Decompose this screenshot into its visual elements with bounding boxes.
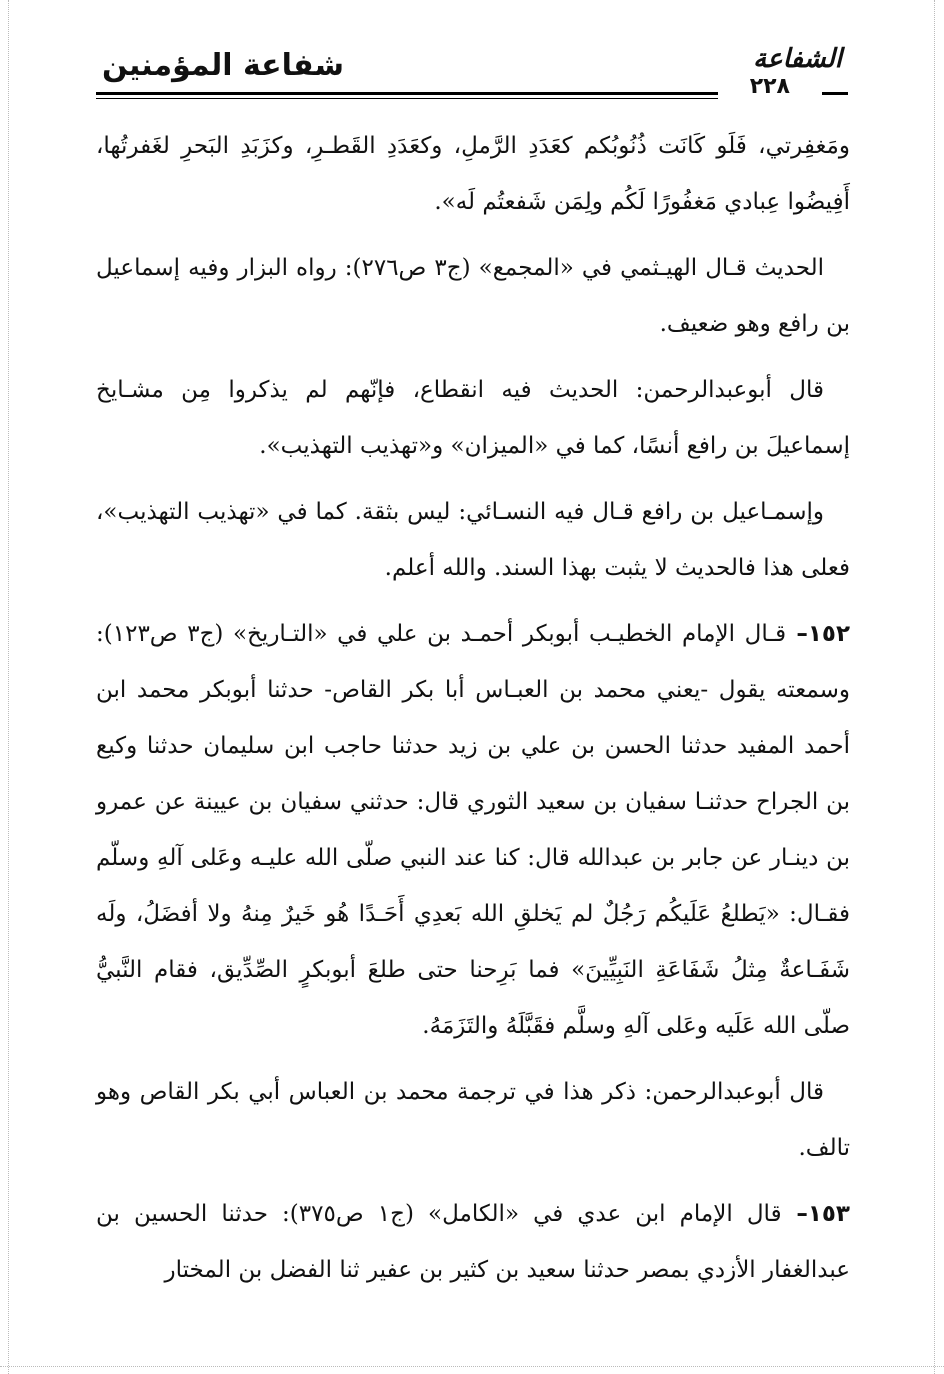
header-rule-thick <box>96 92 718 95</box>
paragraph <box>96 240 850 352</box>
header-rule-short <box>822 92 848 95</box>
page-edge-right <box>934 0 935 1374</box>
page-header <box>96 40 848 104</box>
paragraph-text: قـال الإمام الخطيـب أبوبكر أحمـد بن علي في «التـاريخ» (ج٣ ص١٢٣): وسمعته يقول -يعني محمد بن العبـاس أبا بكر القاص- حدثنا أبوبكر محمد ابن أحمد المفيد حدثنا الحسن بن علي بن زيد حدثنا حاجب ابن سليمان حدثنا وكيع بن الجراح حدثنـا سفيان بن سعيد الثوري قال: حدثني سفيان بن عيينة عن عمرو بن دينـار عن جابر بن عبدالله قال: كنا عند النبي صلّى الله عليـه وعَلى آلهِ وسلّم فقـال: «يَطلعُ عَلَيكُم رَجُلٌ لم يَخلقِ الله بَعدِي أَحَـدًا هُو خَيرٌ مِنهُ ولا أفضَلُ، ولَه شَفَـاعةٌ مِثلُ شَفَاعَةِ النَبِيِّينَ» فما بَرِحنا حتى طلعَ أبوبكرٍ الصِّدِّيق، فقام النَّبيُّ صلّى الله عَلَيه وعَلى آلهِ وسلَّم فقَبَّلَهُ والتَزَمَهُ. <box>96 621 850 1039</box>
paragraph-text: قال أبوعبدالرحمن: الحديث فيه انقطاع، فإنّهم لم يذكروا مِن مشـايخ إسماعيلَ بن رافع أنسًا، كما في «الميزان» و«تهذيب التهذيب». <box>96 377 850 459</box>
paragraph-text: ومَغفِرتي، فَلَو كَانَت ذُنُوبُكم كعَدَدِ الرَّملِ، وكعَدَدِ القَطـرِ، وكزَبَدِ البَحرِ لغَفرتُها، أَفِيضُوا عِبادي مَغفُورًا لَكُم ولِمَن شَفعتُم لَه». <box>96 133 850 215</box>
running-title: شفاعة المؤمنين <box>102 48 345 83</box>
page-body <box>96 118 850 1308</box>
paragraph <box>96 1186 850 1298</box>
header-rule-thin <box>96 98 718 99</box>
paragraph <box>96 484 850 596</box>
paragraph <box>96 118 850 230</box>
paragraph-text: وإسمـاعيل بن رافع قـال فيه النسـائي: ليس بثقة. كما في «تهذيب التهذيب»، فعلى هذا فالحديث لا يثبت بهذا السند. والله أعلم. <box>96 499 850 581</box>
hadith-number: ١٥٣– <box>781 1201 850 1227</box>
paragraph-text: قال الإمام ابن عدي في «الكامل» (ج١ ص٣٧٥): حدثنا الحسين بن عبدالغفار الأزدي بمصر حدثنا سعيد بن كثير بن عفير ثنا الفضل بن المختار <box>96 1201 850 1283</box>
page-edge-bottom <box>0 1366 944 1367</box>
page-edge-left <box>8 0 9 1374</box>
page-number: ٢٢٨ <box>749 74 790 99</box>
paragraph-text: الحديث قـال الهيـثمي في «المجمع» (ج٣ ص٢٧٦): رواه البزار وفيه إسماعيل بن رافع وهو ضعيف. <box>96 255 850 337</box>
paragraph-text: قال أبوعبدالرحمن: ذكر هذا في ترجمة محمد بن العباس أبي بكر القاص وهو تالف. <box>96 1079 850 1161</box>
paragraph <box>96 1064 850 1176</box>
paragraph <box>96 606 850 1054</box>
header-ornament: الشفاعة <box>753 44 842 74</box>
hadith-number: ١٥٢– <box>786 621 851 647</box>
paragraph <box>96 362 850 474</box>
